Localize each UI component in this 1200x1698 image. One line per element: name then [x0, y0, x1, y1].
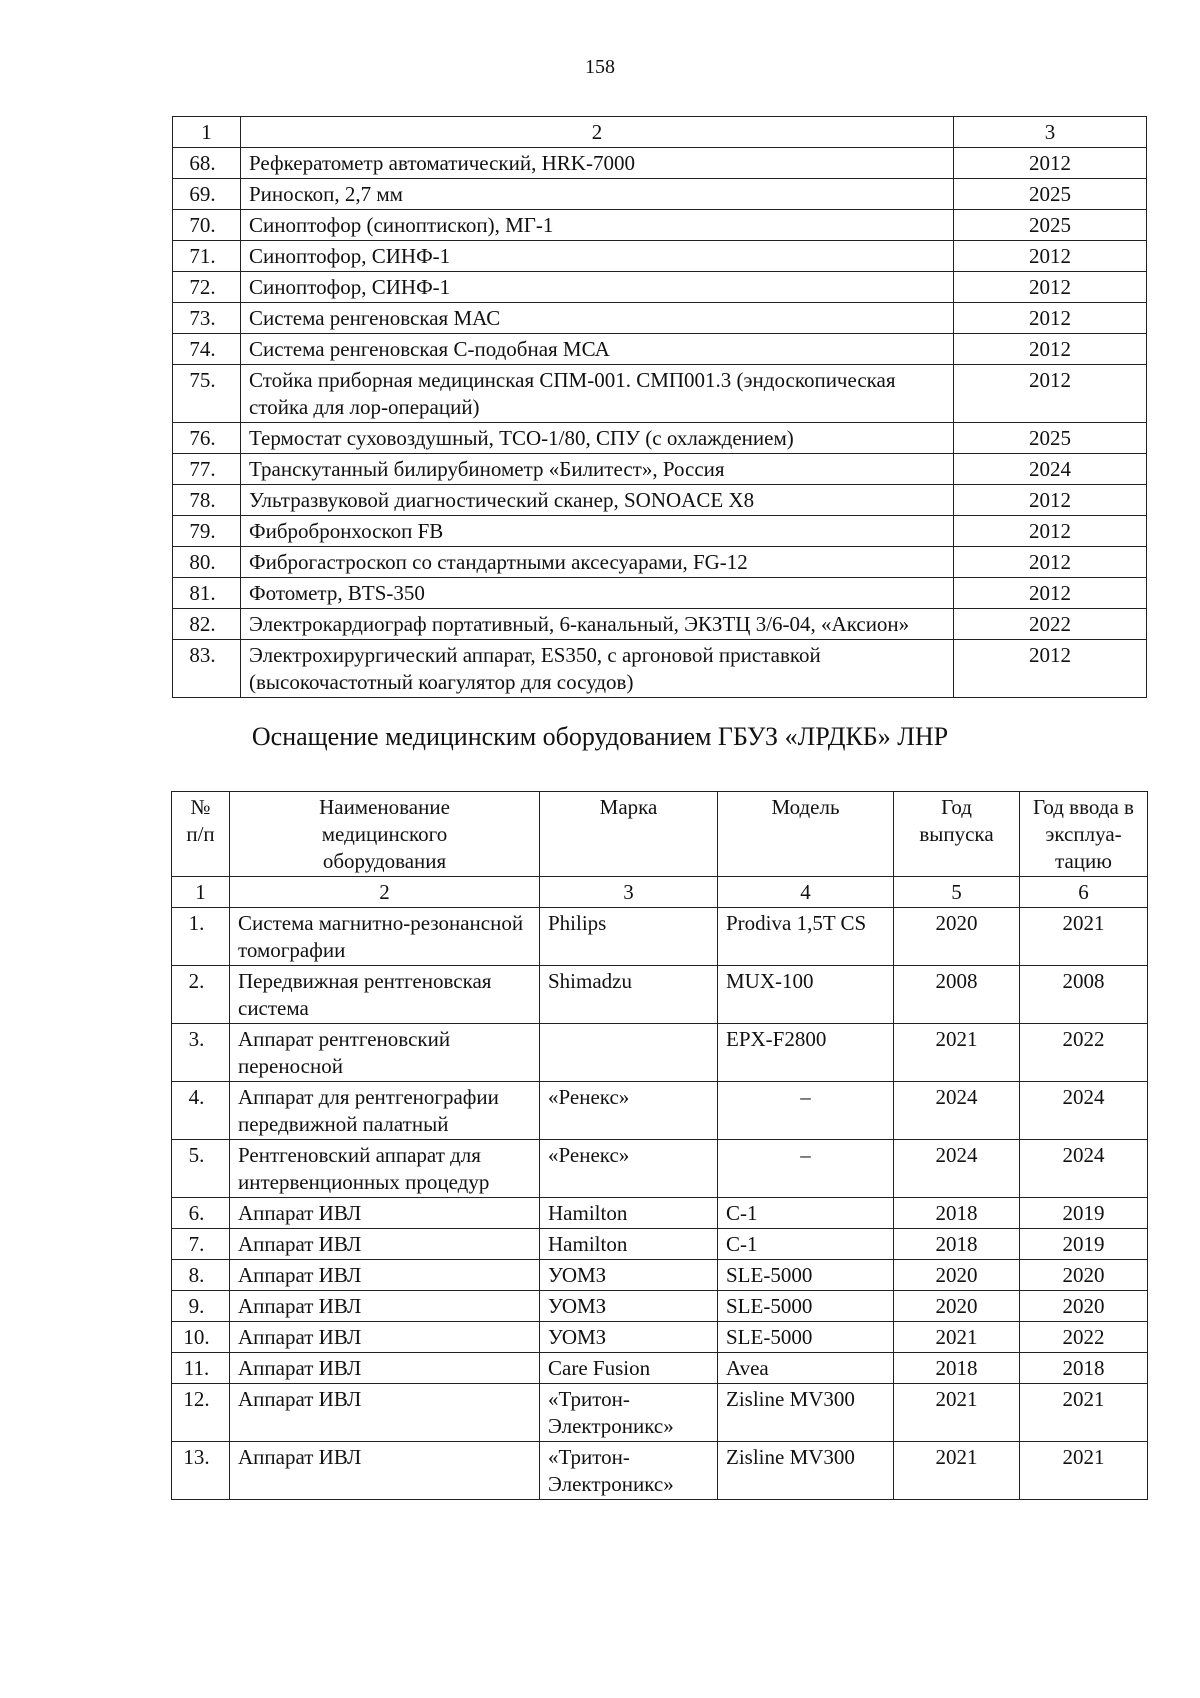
header-model: Модель	[718, 792, 894, 877]
table1-index-cell: 3	[954, 117, 1147, 148]
table-row	[172, 908, 1148, 966]
table-row	[173, 210, 1147, 241]
table2-index-row	[172, 877, 1148, 908]
equipment-brand	[540, 1024, 718, 1082]
table-row	[172, 1291, 1148, 1322]
table-row	[173, 148, 1147, 179]
equipment-table	[171, 791, 1148, 1500]
equipment-name: Система ренгеновская МАС	[241, 303, 954, 334]
equipment-brand: «Ренекс»	[540, 1140, 718, 1198]
equipment-year: 2012	[954, 272, 1147, 303]
equipment-year: 2025	[954, 179, 1147, 210]
table-row	[172, 1260, 1148, 1291]
equipment-year: 2012	[954, 303, 1147, 334]
table-row	[172, 1140, 1148, 1198]
equipment-model: EPX-F2800	[718, 1024, 894, 1082]
table-row	[172, 1442, 1148, 1500]
table-row	[172, 1082, 1148, 1140]
equipment-model: C-1	[718, 1229, 894, 1260]
equipment-model: SLE-5000	[718, 1291, 894, 1322]
equipment-table-continued	[172, 116, 1147, 698]
table-row	[173, 179, 1147, 210]
equipment-model: Zisline MV300	[718, 1442, 894, 1500]
equipment-year: 2012	[954, 516, 1147, 547]
row-number: 1.	[172, 908, 230, 966]
row-number: 68.	[173, 148, 241, 179]
table-row	[173, 303, 1147, 334]
equipment-name: Передвижная рентгеновская система	[230, 966, 540, 1024]
row-number: 74.	[173, 334, 241, 365]
commission-year: 2022	[1020, 1024, 1148, 1082]
table-row	[172, 1198, 1148, 1229]
table2-header-row	[172, 792, 1148, 877]
equipment-name: Аппарат ИВЛ	[230, 1229, 540, 1260]
equipment-year: 2012	[954, 241, 1147, 272]
equipment-name: Аппарат ИВЛ	[230, 1353, 540, 1384]
release-year: 2018	[894, 1198, 1020, 1229]
row-number: 10.	[172, 1322, 230, 1353]
equipment-name: Аппарат ИВЛ	[230, 1291, 540, 1322]
equipment-brand: Philips	[540, 908, 718, 966]
release-year: 2018	[894, 1353, 1020, 1384]
table1-index-row	[173, 117, 1147, 148]
equipment-model: Prodiva 1,5T CS	[718, 908, 894, 966]
table-row	[172, 966, 1148, 1024]
release-year: 2018	[894, 1229, 1020, 1260]
commission-year: 2024	[1020, 1140, 1148, 1198]
table2-index-cell: 1	[172, 877, 230, 908]
table-row	[172, 1024, 1148, 1082]
equipment-brand: Care Fusion	[540, 1353, 718, 1384]
equipment-brand: «Тритон-Электроникс»	[540, 1384, 718, 1442]
table-row	[172, 1322, 1148, 1353]
release-year: 2020	[894, 1291, 1020, 1322]
row-number: 8.	[172, 1260, 230, 1291]
table-row	[173, 578, 1147, 609]
header-commission-year: Год ввода в эксплуа-тацию	[1020, 792, 1148, 877]
table-row	[173, 365, 1147, 423]
equipment-brand: «Тритон-Электроникс»	[540, 1442, 718, 1500]
row-number: 70.	[173, 210, 241, 241]
row-number: 82.	[173, 609, 241, 640]
row-number: 75.	[173, 365, 241, 423]
equipment-name: Аппарат ИВЛ	[230, 1442, 540, 1500]
equipment-year: 2024	[954, 454, 1147, 485]
equipment-name: Ультразвуковой диагностический сканер, SONOACE X8	[241, 485, 954, 516]
equipment-name: Синоптофор, СИНФ-1	[241, 241, 954, 272]
table2-index-cell: 4	[718, 877, 894, 908]
table-row	[173, 547, 1147, 578]
header-release-year: Год выпуска	[894, 792, 1020, 877]
equipment-name: Стойка приборная медицинская СПМ-001. СМП001.3 (эндоскопическая стойка для лор-операций)	[241, 365, 954, 423]
equipment-name: Фибробронхоскоп FB	[241, 516, 954, 547]
equipment-name: Аппарат ИВЛ	[230, 1322, 540, 1353]
equipment-brand: Hamilton	[540, 1198, 718, 1229]
row-number: 13.	[172, 1442, 230, 1500]
equipment-brand: УОМЗ	[540, 1260, 718, 1291]
equipment-name: Фотометр, BTS-350	[241, 578, 954, 609]
row-number: 3.	[172, 1024, 230, 1082]
row-number: 2.	[172, 966, 230, 1024]
release-year: 2008	[894, 966, 1020, 1024]
equipment-name: Система магнитно-резонансной томографии	[230, 908, 540, 966]
equipment-model: –	[718, 1082, 894, 1140]
equipment-brand: «Ренекс»	[540, 1082, 718, 1140]
equipment-name: Аппарат ИВЛ	[230, 1260, 540, 1291]
equipment-brand: УОМЗ	[540, 1322, 718, 1353]
table-row	[173, 334, 1147, 365]
commission-year: 2008	[1020, 966, 1148, 1024]
release-year: 2020	[894, 908, 1020, 966]
table-row	[173, 609, 1147, 640]
row-number: 77.	[173, 454, 241, 485]
commission-year: 2024	[1020, 1082, 1148, 1140]
equipment-name: Аппарат ИВЛ	[230, 1384, 540, 1442]
equipment-year: 2012	[954, 640, 1147, 698]
table-row	[173, 272, 1147, 303]
table2-index-cell: 5	[894, 877, 1020, 908]
equipment-name: Риноскоп, 2,7 мм	[241, 179, 954, 210]
equipment-year: 2025	[954, 423, 1147, 454]
equipment-model: –	[718, 1140, 894, 1198]
equipment-name: Термостат суховоздушный, ТСО-1/80, СПУ (с охлаждением)	[241, 423, 954, 454]
table2-index-cell: 6	[1020, 877, 1148, 908]
table2-index-cell: 3	[540, 877, 718, 908]
equipment-model: Zisline MV300	[718, 1384, 894, 1442]
release-year: 2024	[894, 1082, 1020, 1140]
table-row	[173, 423, 1147, 454]
table-row	[173, 485, 1147, 516]
equipment-brand: УОМЗ	[540, 1291, 718, 1322]
release-year: 2024	[894, 1140, 1020, 1198]
equipment-name: Аппарат ИВЛ	[230, 1198, 540, 1229]
equipment-model: Avea	[718, 1353, 894, 1384]
row-number: 12.	[172, 1384, 230, 1442]
table2-index-cell: 2	[230, 877, 540, 908]
equipment-name: Электрокардиограф портативный, 6-канальный, ЭКЗТЦ 3/6-04, «Аксион»	[241, 609, 954, 640]
row-number: 7.	[172, 1229, 230, 1260]
equipment-year: 2012	[954, 547, 1147, 578]
equipment-name: Рентгеновский аппарат для интервенционных процедур	[230, 1140, 540, 1198]
commission-year: 2021	[1020, 908, 1148, 966]
equipment-model: MUX-100	[718, 966, 894, 1024]
row-number: 71.	[173, 241, 241, 272]
page-number: 158	[585, 56, 615, 78]
table1-index-cell: 2	[241, 117, 954, 148]
row-number: 6.	[172, 1198, 230, 1229]
commission-year: 2019	[1020, 1198, 1148, 1229]
release-year: 2021	[894, 1384, 1020, 1442]
commission-year: 2021	[1020, 1442, 1148, 1500]
equipment-year: 2012	[954, 578, 1147, 609]
equipment-name: Электрохирургический аппарат, ES350, с аргоновой приставкой (высокочастотный коагулятор для сосудов)	[241, 640, 954, 698]
equipment-model: SLE-5000	[718, 1260, 894, 1291]
equipment-year: 2012	[954, 365, 1147, 423]
table-row	[172, 1229, 1148, 1260]
table-row	[173, 640, 1147, 698]
row-number: 9.	[172, 1291, 230, 1322]
equipment-name: Синоптофор (синоптископ), МГ-1	[241, 210, 954, 241]
table-row	[172, 1353, 1148, 1384]
equipment-brand: Shimadzu	[540, 966, 718, 1024]
equipment-year: 2012	[954, 334, 1147, 365]
equipment-name: Аппарат рентгеновский переносной	[230, 1024, 540, 1082]
table-row	[173, 454, 1147, 485]
release-year: 2021	[894, 1322, 1020, 1353]
equipment-year: 2012	[954, 485, 1147, 516]
row-number: 4.	[172, 1082, 230, 1140]
row-number: 78.	[173, 485, 241, 516]
release-year: 2021	[894, 1024, 1020, 1082]
table-row	[173, 516, 1147, 547]
equipment-name: Рефкератометр автоматический, HRK-7000	[241, 148, 954, 179]
row-number: 79.	[173, 516, 241, 547]
commission-year: 2021	[1020, 1384, 1148, 1442]
commission-year: 2020	[1020, 1291, 1148, 1322]
header-equipment-name: Наименование медицинского оборудования	[230, 792, 540, 877]
equipment-year: 2025	[954, 210, 1147, 241]
row-number: 72.	[173, 272, 241, 303]
equipment-name: Фиброгастроскоп со стандартными аксесуарами, FG-12	[241, 547, 954, 578]
row-number: 5.	[172, 1140, 230, 1198]
row-number: 69.	[173, 179, 241, 210]
equipment-year: 2012	[954, 148, 1147, 179]
equipment-brand: Hamilton	[540, 1229, 718, 1260]
section-title: Оснащение медицинским оборудованием ГБУЗ «ЛРДКБ» ЛНР	[251, 722, 949, 751]
equipment-name: Синоптофор, СИНФ-1	[241, 272, 954, 303]
commission-year: 2018	[1020, 1353, 1148, 1384]
release-year: 2021	[894, 1442, 1020, 1500]
table1-index-cell: 1	[173, 117, 241, 148]
table-row	[173, 241, 1147, 272]
row-number: 76.	[173, 423, 241, 454]
header-number: № п/п	[172, 792, 230, 877]
release-year: 2020	[894, 1260, 1020, 1291]
equipment-model: C-1	[718, 1198, 894, 1229]
row-number: 81.	[173, 578, 241, 609]
equipment-name: Транскутанный билирубинометр «Билитест», Россия	[241, 454, 954, 485]
table-row	[172, 1384, 1148, 1442]
row-number: 73.	[173, 303, 241, 334]
commission-year: 2022	[1020, 1322, 1148, 1353]
row-number: 11.	[172, 1353, 230, 1384]
equipment-model: SLE-5000	[718, 1322, 894, 1353]
commission-year: 2020	[1020, 1260, 1148, 1291]
row-number: 80.	[173, 547, 241, 578]
equipment-year: 2022	[954, 609, 1147, 640]
row-number: 83.	[173, 640, 241, 698]
header-brand: Марка	[540, 792, 718, 877]
equipment-name: Аппарат для рентгенографии передвижной палатный	[230, 1082, 540, 1140]
equipment-name: Система ренгеновская С-подобная МСА	[241, 334, 954, 365]
commission-year: 2019	[1020, 1229, 1148, 1260]
